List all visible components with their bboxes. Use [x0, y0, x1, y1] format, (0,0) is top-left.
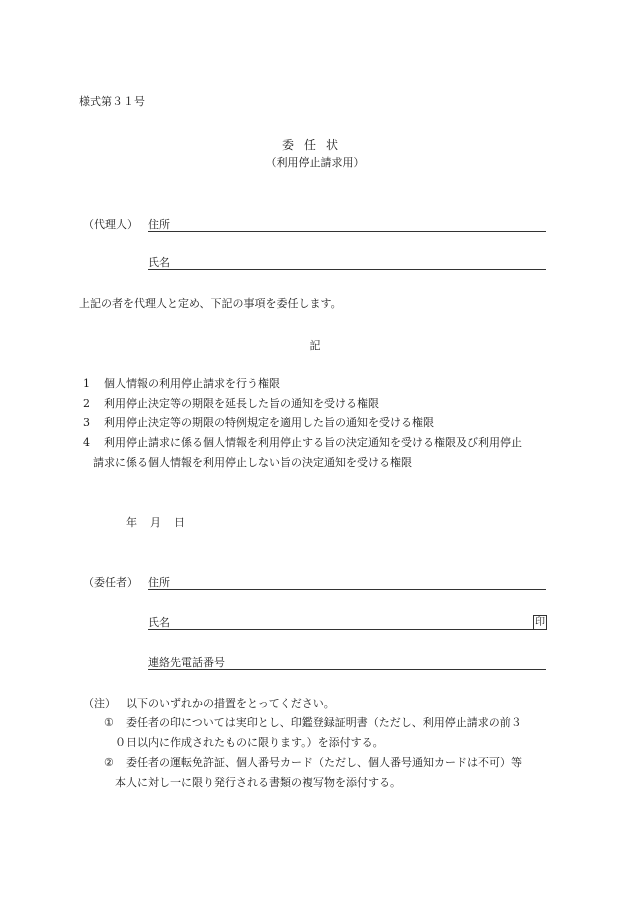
item-1-text: 個人情報の利用停止請求を行う権限 — [104, 377, 280, 390]
note-1-mark: ① — [104, 716, 114, 729]
date-year: 年 — [126, 516, 137, 529]
agent-label: （代理人） — [83, 218, 138, 231]
date-day: 日 — [174, 516, 185, 529]
item-4-number: 4 — [83, 436, 90, 449]
item-4-text-continued: 請求に係る個人情報を利用停止しない旨の決定通知を受ける権限 — [93, 456, 412, 469]
page-title: 委任状 — [281, 138, 348, 152]
note-1-line2: ０日以内に作成されたものに限ります。）を添付する。 — [115, 736, 384, 749]
agent-address-label: 住所 — [148, 218, 170, 231]
principal-phone-line[interactable] — [148, 669, 546, 670]
principal-name-label: 氏名 — [148, 616, 170, 629]
note-1-line1: 委任者の印については実印とし、印鑑登録証明書（ただし、利用停止請求の前３ — [126, 716, 522, 729]
delegation-statement: 上記の者を代理人と定め、下記の事項を委任します。 — [79, 297, 342, 310]
page-subtitle: （利用停止請求用） — [265, 156, 365, 169]
ki-heading: 記 — [309, 339, 321, 352]
date-month: 月 — [150, 516, 161, 529]
seal-mark: 印 — [535, 617, 545, 628]
note-2-mark: ② — [104, 756, 114, 769]
item-2-text: 利用停止決定等の期限を延長した旨の通知を受ける権限 — [104, 397, 379, 410]
principal-address-line[interactable] — [148, 589, 546, 590]
principal-label: （委任者） — [83, 576, 138, 589]
agent-address-line[interactable] — [148, 231, 546, 232]
agent-name-line[interactable] — [148, 269, 546, 270]
form-number: 様式第３１号 — [79, 95, 145, 108]
principal-address-label: 住所 — [148, 576, 170, 589]
item-1-number: 1 — [83, 377, 90, 390]
item-2-number: 2 — [83, 397, 90, 410]
agent-name-label: 氏名 — [148, 256, 170, 269]
notes-intro: 以下のいずれかの措置をとってください。 — [126, 697, 335, 710]
item-3-text: 利用停止決定等の期限の特例規定を適用した旨の通知を受ける権限 — [104, 416, 434, 429]
note-2-line1: 委任者の運転免許証、個人番号カード（ただし、個人番号通知カードは不可）等 — [126, 756, 522, 769]
notes-label: （注） — [83, 697, 116, 710]
item-4-text: 利用停止請求に係る個人情報を利用停止する旨の決定通知を受ける権限及び利用停止 — [104, 436, 522, 449]
principal-phone-label: 連絡先電話番号 — [148, 656, 225, 669]
principal-name-line[interactable] — [148, 629, 546, 630]
note-2-line2: 本人に対し一に限り発行される書類の複写物を添付する。 — [115, 776, 401, 789]
item-3-number: 3 — [83, 416, 90, 429]
